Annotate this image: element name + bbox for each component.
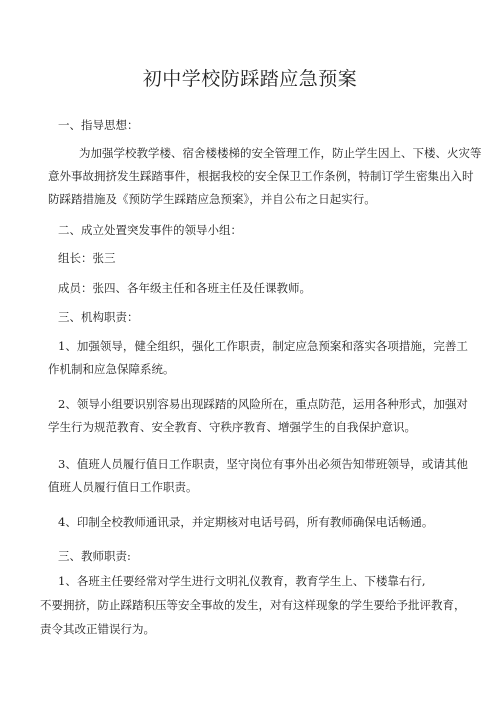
section-heading-teacher-duties: 三、教师职责: xyxy=(58,549,131,563)
list-item-line: 不要拥挤，防止踩踏积压等安全事故的发生，对有这样现象的学生要给予批评教育， xyxy=(40,598,466,612)
list-item-line: 1、加强领导，健全组织，强化工作职责，制定应急预案和落实各项措施，完善工 xyxy=(58,339,468,353)
list-item-line: 1、各班主任要经常对学生进行文明礼仪教育，教育学生上、下楼靠右行, xyxy=(58,574,426,588)
list-item-line: 3、值班人员履行值日工作职责，坚守岗位有事外出必须告知带班领导，或请其他 xyxy=(58,457,468,471)
list-item-line: 2、领导小组要识别容易出现踩踏的风险所在，重点防范，运用各种形式，加强对 xyxy=(58,397,468,411)
section-heading-responsibilities: 三、机构职责： xyxy=(58,310,139,324)
list-item-line: 4、印制全校教师通讯录，并定期核对电话号码，所有教师确保电话畅通。 xyxy=(58,515,434,529)
document-title: 初中学校防踩踏应急预案 xyxy=(142,68,358,90)
paragraph-line: 防踩踏措施及《预防学生踩踏应急预案》，并自公布之日起实行。 xyxy=(48,192,376,206)
paragraph-line: 意外事故拥挤发生踩踏事件，根据我校的安全保卫工作条例，特制订学生密集出入时 xyxy=(48,169,474,183)
group-members-line: 成员：张四、各年级主任和各班主任及任课教师。 xyxy=(58,281,311,295)
list-item-line: 作机制和应急保障系统。 xyxy=(48,362,175,376)
paragraph-line: 为加强学校教学楼、宿舍楼楼梯的安全管理工作，防止学生因上、下楼、火灾等 xyxy=(79,146,482,160)
group-leader-line: 组长：张三 xyxy=(58,251,116,265)
list-item-line: 责令其改正错误行为。 xyxy=(40,622,155,636)
list-item-line: 学生行为规范教育、安全教育、守秩序教育、增强学生的自我保护意识。 xyxy=(48,420,416,434)
list-item-line: 值班人员履行值日工作职责。 xyxy=(48,480,198,494)
section-heading-leadership-group: 二、成立处置突发事件的领导小组： xyxy=(58,223,242,237)
section-heading-guiding-ideology: 一、指导思想： xyxy=(58,118,139,132)
